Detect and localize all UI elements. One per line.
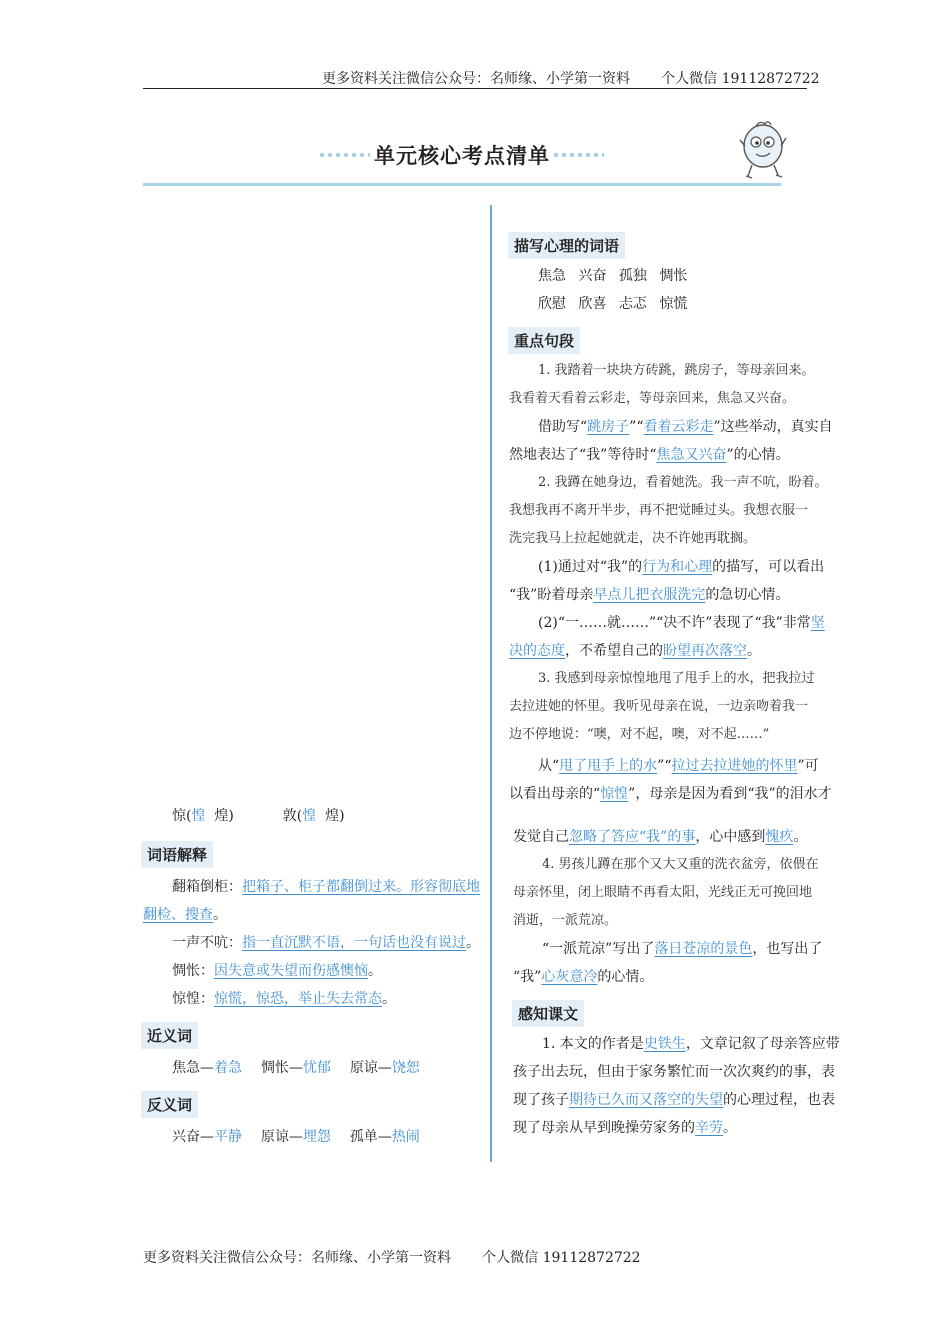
quote-4-line-2: 母亲怀里，闭上眼睛不再看太阳，光线正无可挽回地 xyxy=(513,885,813,900)
section-heading-explain: 词语解释 xyxy=(141,841,213,868)
section-heading-key-sentences: 重点句段 xyxy=(508,327,580,354)
page-title: 单元核心考点清单 xyxy=(374,143,550,168)
perception-line-4: 现了母亲从早到晚操劳家务的辛劳。 xyxy=(513,1120,737,1136)
analysis-3-line-2: 以看出母亲的“惊惶”，母亲是因为看到“我”的泪水才 xyxy=(509,786,832,802)
dots-decoration-left xyxy=(318,152,370,158)
quote-4-line-1: 4. 男孩儿蹲在那个又大又重的洗衣盆旁，依偎在 xyxy=(542,857,819,872)
column-divider xyxy=(490,205,492,1162)
analysis-4-line-2: “我”心灰意冷的心情。 xyxy=(513,969,654,985)
perception-line-2: 孩子出去玩，但由于家务繁忙而一次次爽约的事，表 xyxy=(513,1064,835,1080)
analysis-2-line-2: “我”盼着母亲早点儿把衣服洗完的急切心情。 xyxy=(509,587,790,603)
section-heading-psychology: 描写心理的词语 xyxy=(508,232,625,259)
quote-2-line-1: 2. 我蹲在她身边，看着她洗。我一声不吭，盼着。 xyxy=(538,475,828,490)
explain-item-3: 惆怅：因失意或失望而伤感懊恼。 xyxy=(172,963,382,979)
quote-2-line-2: 我想我再不离开半步，再不把觉睡过头。我想衣服一 xyxy=(509,503,809,518)
quote-2-line-3: 洗完我马上拉起她就走，决不许她再耽搁。 xyxy=(509,531,757,546)
perception-line-1: 1. 本文的作者是史铁生，文章记叙了母亲答应带 xyxy=(542,1036,840,1052)
page-footer: 更多资料关注微信公众号：名师缘、小学第一资料 个人微信 19112872722 xyxy=(143,1250,641,1266)
pinyin-line: 惊(惶 煌) 敦(惶 煌) xyxy=(172,808,345,824)
analysis-2-line-4: 决的态度，不希望自己的盼望再次落空。 xyxy=(509,643,761,659)
analysis-3-line-1: 从“甩了甩手上的水”“拉过去拉进她的怀里”可 xyxy=(538,758,819,774)
quote-3-line-1: 3. 我感到母亲惊惶地甩了甩手上的水，把我拉过 xyxy=(538,671,815,686)
page-header: 更多资料关注微信公众号：名师缘、小学第一资料 个人微信 19112872722 xyxy=(322,71,820,87)
explain-item-4: 惊惶：惊慌，惊恐，举止失去常态。 xyxy=(172,991,396,1007)
explain-item-1: 翻箱倒柜：把箱子、柜子都翻倒过来。形容彻底地 xyxy=(172,879,480,895)
dots-decoration-right xyxy=(552,152,604,158)
analysis-2-line-1: (1)通过对“我”的行为和心理的描写，可以看出 xyxy=(538,559,825,575)
quote-1-line-2: 我看着天看着云彩走，等母亲回来，焦急又兴奋。 xyxy=(509,391,796,406)
synonyms-line: 焦急—着急 惆怅—忧郁 原谅—饶恕 xyxy=(172,1060,420,1076)
quote-3-line-3: 边不停地说：“噢，对不起，噢，对不起……” xyxy=(509,727,770,742)
perception-line-3: 现了孩子期待已久而又落空的失望的心理过程，也表 xyxy=(513,1092,835,1108)
analysis-1-line-2: 然地表达了“我”等待时“焦急又兴奋”的心情。 xyxy=(509,447,790,463)
quote-4-line-3: 消逝，一派荒凉。 xyxy=(513,913,618,928)
quote-3-line-2: 去拉进她的怀里。我听见母亲在说，一边亲吻着我一 xyxy=(509,699,809,714)
title-underline xyxy=(143,183,781,186)
antonyms-line: 兴奋—平静 原谅—埋怨 孤单—热闹 xyxy=(172,1129,420,1145)
explain-item-1-cont: 翻检、搜查。 xyxy=(143,907,227,923)
mascot-icon xyxy=(738,118,788,182)
section-heading-antonyms: 反义词 xyxy=(141,1091,198,1118)
quote-1-line-1: 1. 我踏着一块块方砖跳，跳房子，等母亲回来。 xyxy=(538,363,815,378)
section-heading-perception: 感知课文 xyxy=(512,1000,584,1027)
explain-item-2: 一声不吭：指一直沉默不语，一句话也没有说过。 xyxy=(172,935,480,951)
title-banner xyxy=(310,140,610,170)
psychology-words-row-1: 焦急 兴奋 孤独 惆怅 xyxy=(538,268,688,284)
analysis-2-line-3: (2)“一……就……”“决不许”表现了“我”非常坚 xyxy=(538,615,825,631)
analysis-4-line-1: “一派荒凉”写出了落日苍凉的景色，也写出了 xyxy=(542,941,823,957)
section-heading-synonyms: 近义词 xyxy=(141,1022,198,1049)
psychology-words-row-2: 欣慰 欣喜 忐忑 惊慌 xyxy=(538,296,688,312)
analysis-1-line-1: 借助写“跳房子”“看着云彩走”这些举动，真实自 xyxy=(538,419,833,435)
header-rule xyxy=(143,88,807,89)
analysis-3-line-3: 发觉自己忽略了答应“我”的事，心中感到愧疚。 xyxy=(513,829,808,845)
